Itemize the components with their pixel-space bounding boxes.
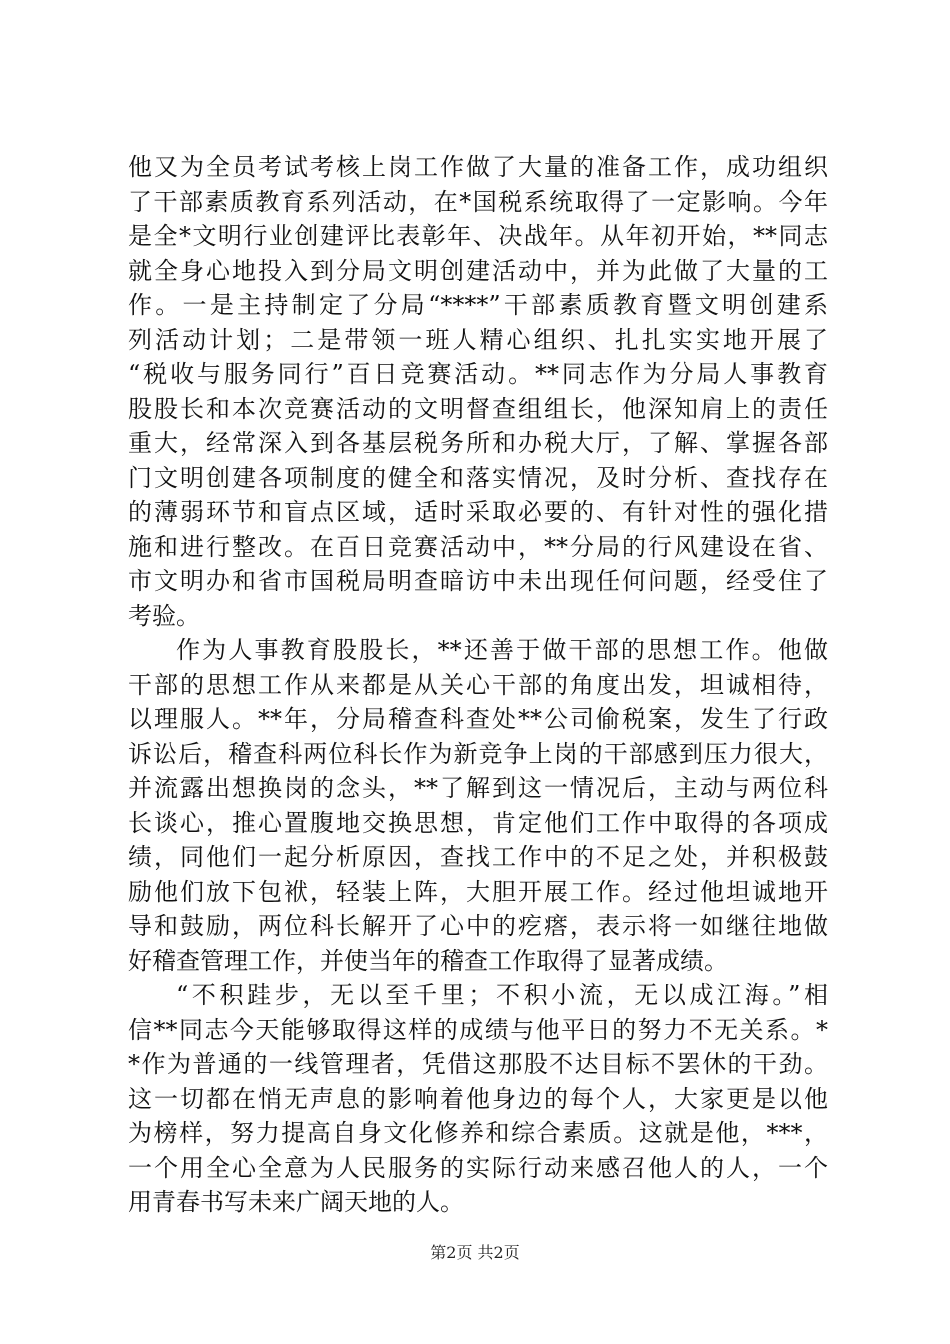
paragraph-line: 好稽查管理工作，并使当年的稽查工作取得了显著成绩。 (128, 946, 728, 975)
paragraph-line: 了干部素质教育系列活动，在*国税系统取得了一定影响。今年 (128, 187, 828, 216)
paragraph-line: 就全身心地投入到分局文明创建活动中，并为此做了大量的工 (128, 256, 828, 285)
paragraph-line: 干部的思想工作从来都是从关心干部的角度出发，坦诚相待， (128, 670, 828, 699)
paragraph-line: 诉讼后，稽查科两位科长作为新竞争上岗的干部感到压力很大， (128, 739, 828, 768)
paragraph-line: 长谈心，推心置腹地交换思想，肯定他们工作中取得的各项成 (128, 808, 828, 837)
paragraph-line: 为榜样，努力提高自身文化修养和综合素质。这就是他，***， (128, 1119, 828, 1147)
paragraph-line: 施和进行整改。在百日竞赛活动中，**分局的行风建设在省、 (128, 532, 828, 561)
paragraph-line: 作为人事教育股股长，**还善于做干部的思想工作。他做 (176, 636, 828, 664)
paragraph-line: “税收与服务同行”百日竞赛活动。**同志作为分局人事教育 (128, 360, 828, 388)
paragraph-line: 导和鼓励，两位科长解开了心中的疙瘩，表示将一如继往地做 (128, 912, 828, 940)
paragraph-line: 作。一是主持制定了分局“****”干部素质教育暨文明创建系 (128, 291, 828, 319)
paragraph-line: 门文明创建各项制度的健全和落实情况，及时分析、查找存在 (128, 463, 828, 492)
paragraph-line: 绩，同他们一起分析原因，查找工作中的不足之处，并积极鼓 (128, 843, 828, 871)
paragraph-line: 股股长和本次竞赛活动的文明督查组组长，他深知肩上的责任 (128, 394, 828, 423)
paragraph-line: 考验。 (128, 601, 200, 630)
paragraph-line: 这一切都在悄无声息的影响着他身边的每个人，大家更是以他 (128, 1084, 828, 1113)
paragraph-line: 一个用全心全意为人民服务的实际行动来感召他人的人，一个 (128, 1153, 828, 1182)
paragraph-line: “不积跬步，无以至千里；不积小流，无以成江海。”相 (176, 981, 828, 1009)
paragraph-line: *作为普通的一线管理者，凭借这那股不达目标不罢休的干劲。 (128, 1050, 828, 1078)
paragraph-line: 并流露出想换岗的念头，**了解到这一情况后，主动与两位科 (128, 774, 828, 802)
paragraph-line: 励他们放下包袱，轻装上阵，大胆开展工作。经过他坦诚地开 (128, 877, 828, 906)
paragraph-line: 列活动计划；二是带领一班人精心组织、扎扎实实地开展了 (128, 325, 828, 354)
paragraph-line: 他又为全员考试考核上岗工作做了大量的准备工作，成功组织 (128, 153, 828, 181)
paragraph-line: 以理服人。**年，分局稽查科查处**公司偷税案，发生了行政 (128, 705, 828, 733)
document-body (128, 150, 828, 1220)
paragraph-line: 用青春书写未来广阔天地的人。 (128, 1188, 464, 1216)
page-footer: 第2页 共2页 (430, 1243, 520, 1262)
paragraph-line: 信**同志今天能够取得这样的成绩与他平日的努力不无关系。* (128, 1015, 828, 1044)
paragraph-line: 市文明办和省市国税局明查暗访中未出现任何问题，经受住了 (128, 567, 828, 595)
paragraph-line: 的薄弱环节和盲点区域，适时采取必要的、有针对性的强化措 (128, 498, 828, 526)
paragraph-line: 是全*文明行业创建评比表彰年、决战年。从年初开始，**同志 (128, 222, 828, 250)
paragraph-line: 重大，经常深入到各基层税务所和办税大厅，了解、掌握各部 (128, 429, 828, 457)
